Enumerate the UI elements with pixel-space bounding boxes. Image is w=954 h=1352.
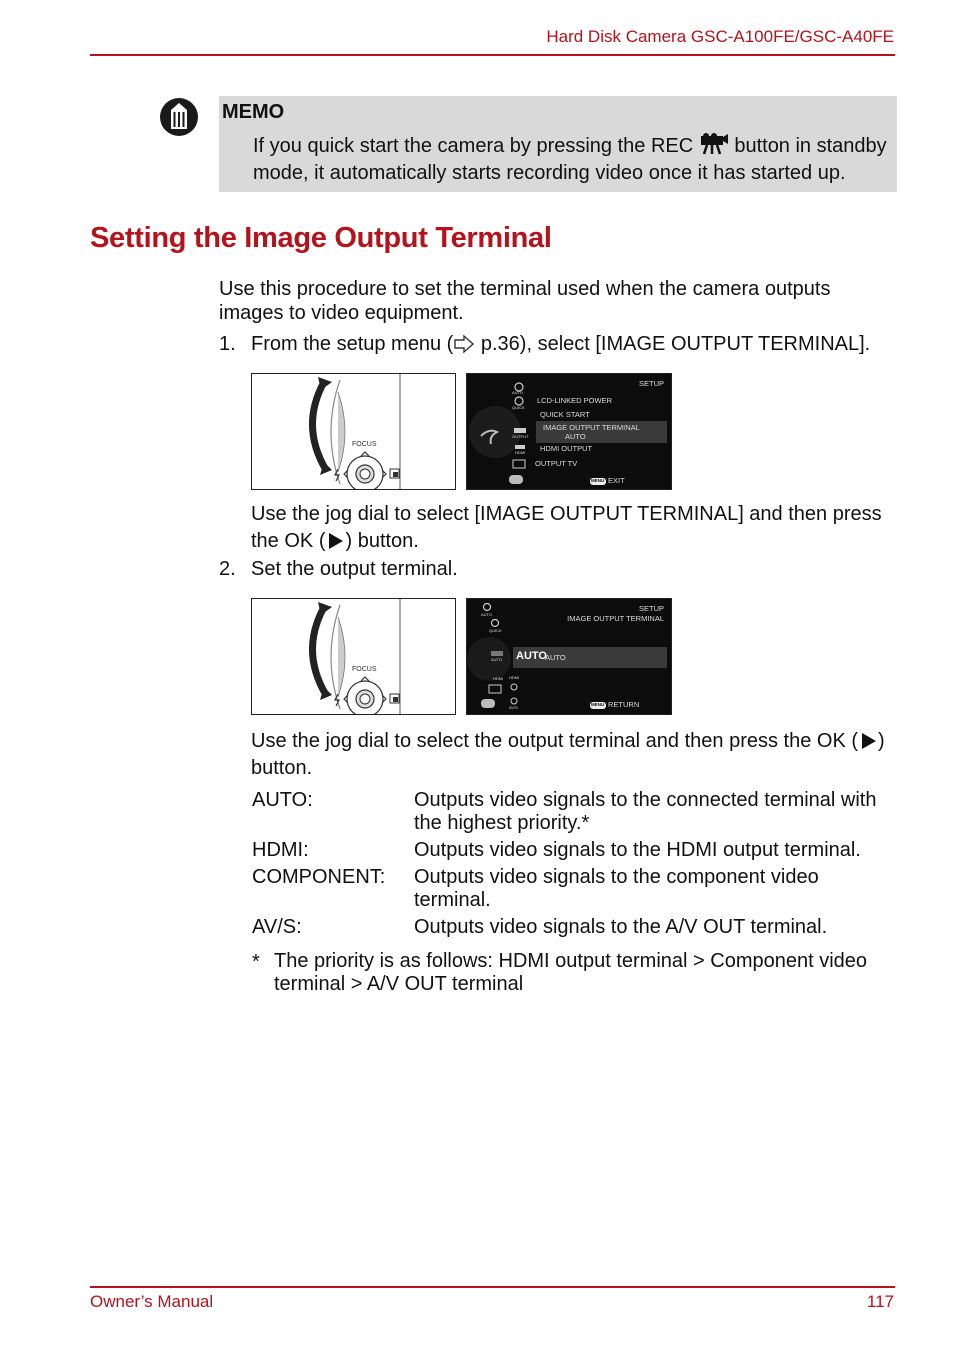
step-1-text-after: p.36), select [IMAGE OUTPUT TERMINAL]. [480, 333, 871, 355]
screen1-side-hdmi: HDMI [515, 450, 526, 455]
screen1-item-output-tv: OUTPUT TV [535, 459, 578, 468]
step-2-note-after: ) button. [251, 730, 885, 779]
footer-rule [90, 1286, 895, 1288]
screen1-menu-badge: MENU [591, 478, 605, 483]
header-rule [90, 54, 895, 56]
memo-text-part1: If you quick start the camera by pressing the REC [253, 135, 694, 157]
def-desc-component: Outputs video signals to the component video terminal. [414, 866, 819, 911]
screen1-header: SETUP [638, 379, 664, 388]
step-1-note-after: ) button. [345, 530, 419, 552]
step-2-text: Set the output terminal. [251, 558, 458, 580]
screen1-side-output: OUTPUT [512, 434, 529, 439]
memo-text-part2: button in standby mode, it automatically starts recording video once it has started up. [253, 135, 887, 184]
memo-title: MEMO [222, 101, 285, 123]
step-1-text-before: From the setup menu ( [251, 333, 454, 355]
screen2-footer-return: RETURN [608, 700, 640, 709]
arrow-reference-icon [453, 334, 475, 360]
pencil-memo-icon [159, 97, 199, 137]
movie-camera-icon [699, 133, 729, 161]
focus-label-2: FOCUS [352, 666, 377, 673]
screen1-item-image-output-terminal: IMAGE OUTPUT TERMINAL [543, 423, 640, 432]
running-header: Hard Disk Camera GSC-A100FE/GSC-A40FE [546, 27, 894, 46]
def-term-hdmi: HDMI: [252, 839, 309, 861]
screen2-side-hdmi: HDMI [493, 676, 504, 681]
step-1-note [251, 501, 896, 559]
screen2-auto-icon: AUTO [516, 650, 547, 662]
focus-label-1: FOCUS [352, 441, 377, 448]
play-ok-icon-2 [858, 731, 878, 757]
def-desc-hdmi: Outputs video signals to the HDMI output terminal. [414, 839, 861, 861]
screen1-footer-exit: EXIT [608, 476, 625, 485]
footnote-mark: * [252, 951, 260, 973]
screen2-side-avs: AV/S [509, 705, 518, 710]
screen2-side-hdmi-2: HDMI [509, 675, 520, 680]
footnote-text: The priority is as follows: HDMI output terminal > Component video terminal > A/V OUT terminal [274, 950, 868, 995]
footer-manual-title: Owner’s Manual [90, 1292, 214, 1311]
screen1-item-auto: AUTO [565, 432, 586, 441]
jog-dial-figure-2 [252, 599, 455, 714]
screen2-menu-badge: MENU [591, 702, 605, 707]
def-desc-auto: Outputs video signals to the connected terminal with the highest priority.* [414, 789, 877, 834]
step-1-note-before: Use the jog dial to select [IMAGE OUTPUT TERMINAL] and then press the OK ( [251, 503, 882, 552]
screen1-item-quick-start: QUICK START [540, 410, 590, 419]
def-term-component: COMPONENT: [252, 866, 386, 888]
screen1-side-auto: AUTO [512, 390, 524, 395]
screen1-item-lcd-linked-power: LCD-LINKED POWER [537, 396, 613, 405]
def-term-auto: AUTO: [252, 789, 313, 811]
screen2-side-quick: QUICK [489, 628, 502, 633]
screen2-side-auto-2: AUTO [491, 657, 503, 662]
def-desc-avs: Outputs video signals to the A/V OUT terminal. [414, 916, 828, 938]
section-title: Setting the Image Output Terminal [90, 222, 552, 254]
jog-dial-figure-1 [252, 374, 455, 489]
step-2-note-before: Use the jog dial to select the output terminal and then press the OK ( [251, 730, 859, 752]
screen1-item-hdmi-output: HDMI OUTPUT [540, 444, 593, 453]
step-1-text [251, 332, 870, 360]
step-2-note [251, 730, 896, 780]
screen2-subheader: IMAGE OUTPUT TERMINAL [567, 614, 664, 623]
step-1-number: 1. [219, 333, 236, 355]
memo-text [253, 133, 893, 185]
setup-menu-screen-1 [466, 373, 672, 490]
def-term-avs: AV/S: [252, 916, 302, 938]
screen2-selected-value: AUTO [545, 653, 566, 662]
setup-menu-screen-2 [466, 598, 672, 715]
page-number: 117 [866, 1292, 894, 1311]
camera-jog-dial-illustration-1 [251, 373, 456, 490]
camera-jog-dial-illustration-2 [251, 598, 456, 715]
intro-paragraph: Use this procedure to set the terminal used when the camera outputs images to video equipment. [219, 278, 831, 324]
screen1-side-quick: QUICK [512, 405, 525, 410]
play-ok-icon [325, 531, 345, 559]
screen2-header: SETUP [638, 604, 664, 613]
step-2-number: 2. [219, 558, 236, 580]
screen2-side-auto: AUTO [481, 612, 493, 617]
